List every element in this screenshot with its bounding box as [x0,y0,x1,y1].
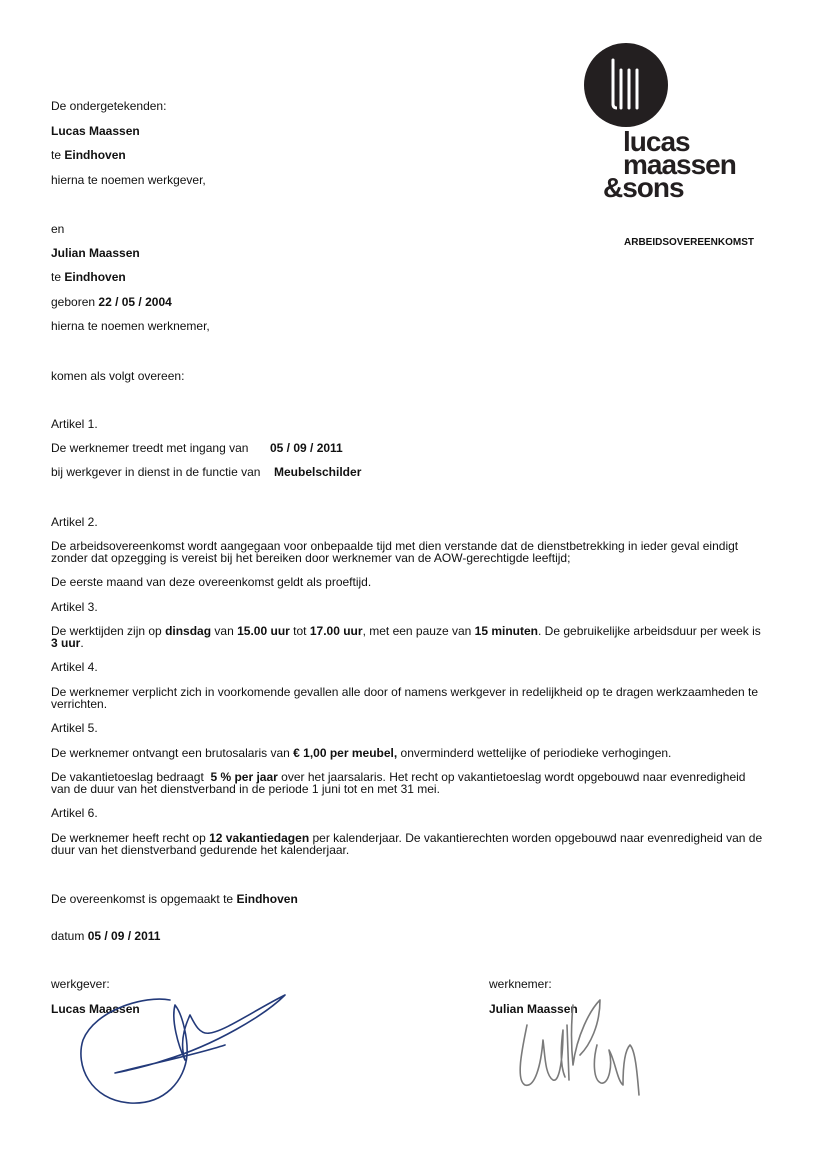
closing-date-line [51,929,160,943]
art5-salary-line [51,746,671,760]
art3-t5: . De gebruikelijke arbeidsduur per week is [538,624,761,638]
art5-holiday-pct: 5 % per jaar [210,770,278,784]
art6-t2: per kalenderjaar. De vakantierechten worden opgebouwd naar evenredigheid van de duur van het dienstverband gedurende het kalenderjaar. [51,831,763,857]
art4-text: De werknemer verplicht zich in voorkomende gevallen alle door of namens werkgever in redelijkheid op te dragen werkzaamheden te verrichten. [51,685,759,711]
art3-t1: De werktijden zijn op [51,624,162,638]
art3-t3: tot [293,624,307,638]
art3-hours: 3 uur [51,636,81,650]
employee-sign-name: Julian Maassen [489,1002,578,1016]
te-label: te [51,270,62,284]
art4-heading: Artikel 4. [51,660,98,674]
employee-role: hierna te noemen werknemer, [51,319,210,333]
art5-salary-t2: onverminderd wettelijke of periodieke verhogingen. [400,746,672,760]
brand-line-3: &sons [603,172,684,203]
employee-city: Eindhoven [64,270,126,284]
art3-pause: 15 minuten [474,624,539,638]
art1-start-text: De werknemer treedt met ingang van [51,441,249,455]
art6-days: 12 vakantiedagen [209,831,310,845]
closing-place-line [51,892,298,906]
art6-heading: Artikel 6. [51,806,98,820]
art5-salary: € 1,00 per meubel, [293,746,398,760]
brand-line-2: maassen [623,149,736,180]
born-date: 22 / 05 / 2004 [98,295,172,309]
art2-probation: De eerste maand van deze overeenkomst geldt als proeftijd. [51,575,372,589]
brand-line-1: lucas [623,126,690,157]
employer-sign-name: Lucas Maassen [51,1002,140,1016]
art2-text: De arbeidsovereenkomst wordt aangegaan voor onbepaalde tijd met dien verstande dat de dienstbetrekking in ieder geval eindigt zonder dat opzegging is vereist bij het bereiken door werknemer van de AOW-gerechtigde leeftijd; [51,539,739,565]
lines-circle-icon [583,42,669,128]
art3-t2: van [214,624,234,638]
te-label: te [51,148,62,162]
employer-name: Lucas Maassen [51,124,140,138]
art5-salary-t1: De werknemer ontvangt een brutosalaris van [51,746,290,760]
closing-place: Eindhoven [236,892,298,906]
art3-day: dinsdag [165,624,212,638]
art2-heading: Artikel 2. [51,515,98,529]
art3-start: 15.00 uur [237,624,290,638]
and-text: en [51,222,65,236]
closing-date-label: datum [51,929,85,943]
art6-text [51,832,763,856]
art3-t4: , met een pauze van [362,624,472,638]
art6-t1: De werknemer heeft recht op [51,831,206,845]
intro-text: De ondergetekenden: [51,99,167,113]
art3-end: 17.00 uur [309,624,363,638]
art3-heading: Artikel 3. [51,600,98,614]
employer-role: hierna te noemen werkgever, [51,173,206,187]
art1-heading: Artikel 1. [51,417,98,431]
employer-signature [75,985,295,1110]
agree-text: komen als volgt overeen: [51,369,185,383]
closing-date: 05 / 09 / 2011 [87,929,161,943]
art3-t6: . [80,636,84,650]
art3-text [51,625,763,649]
art5-heading: Artikel 5. [51,721,98,735]
employee-location [51,270,126,284]
art1-start-date: 05 / 09 / 2011 [270,441,343,455]
brand-wordmark [603,126,736,203]
employee-name: Julian Maassen [51,246,140,260]
art5-holiday-t1: De vakantietoeslag bedraagt [51,770,204,784]
closing-place-text: De overeenkomst is opgemaakt te [51,892,234,906]
employer-city: Eindhoven [64,148,126,162]
employee-sign-label: werknemer: [489,977,552,991]
employer-sign-label: werkgever: [51,977,110,991]
art1-function: Meubelschilder [274,465,362,479]
birth-date-line [51,295,172,309]
art5-holiday-t2: over het jaarsalaris. Het recht op vakantietoeslag wordt opgebouwd naar evenredigheid van de duur van het dienstverband in de periode 1 juni tot en met 31 mei. [51,770,746,796]
art5-holiday-text [51,771,763,795]
art1-function-text: bij werkgever in dienst in de functie van [51,465,261,479]
employee-signature [505,985,645,1100]
document-title: ARBEIDSOVEREENKOMST [624,237,755,248]
employer-location [51,148,126,162]
born-label: geboren [51,295,96,309]
